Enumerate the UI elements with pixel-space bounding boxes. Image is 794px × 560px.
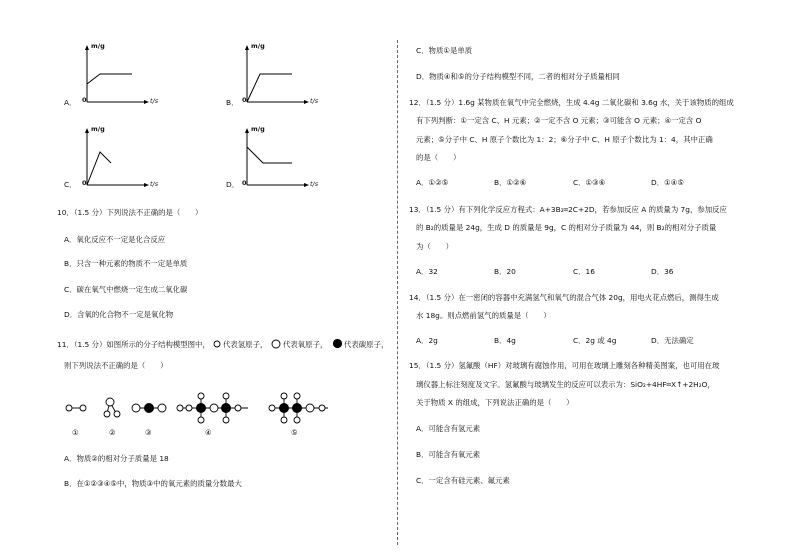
q11-model-label-5: ⑤ — [291, 428, 298, 437]
q9-d-ylabel: m/g — [251, 125, 265, 133]
q12-option-a: A．①②⑤ — [416, 178, 449, 187]
q9-d-origin: 0 — [242, 179, 247, 187]
q9-curve-a — [87, 74, 132, 102]
q11-stem-part3: 代表氧原子， — [283, 340, 328, 349]
hydrogen-atom-icon — [213, 340, 221, 348]
q12-line-1: 12．（1.5 分）1.6g 某物质在氧气中完全燃烧，生成 4.4g 二氧化碳和 3.6g 水，关于该物质的组成 — [409, 98, 734, 107]
molecule-1-model — [66, 405, 86, 411]
q11-stem-part4: 代表碳原子， — [344, 340, 389, 349]
q11-stem-part2: 代表氢原子， — [223, 340, 268, 349]
q12-line-2: 有下列判断：①一定含 C、H 元素；②一定不含 O 元素；③可能含 O 元素；④一定含 O — [416, 116, 702, 125]
q11-option-b: B．在①②③④⑤中，物质③中的氧元素的质量分数最大 — [64, 479, 242, 488]
q10-option-c: C．碳在氧气中燃烧一定生成二氧化碳 — [64, 285, 188, 294]
q9-c-ylabel: m/g — [91, 125, 105, 133]
q12-option-b: B．①②⑥ — [494, 178, 527, 187]
column-divider — [397, 40, 398, 545]
molecule-3-model — [132, 403, 166, 413]
q15-option-c: C．一定含有硅元素、氟元素 — [416, 476, 510, 485]
q13-line-1: 13．（1.5 分）有下列化学反应方程式：A+3B₂═2C+2D，若参加反应 A 的质量为 7g，参加反应 — [409, 205, 727, 214]
q11-molecule-models — [60, 388, 350, 428]
q14-line-2: 水 18g。则点燃前氢气的质量是（ ） — [416, 311, 551, 320]
q9-curve-d — [247, 147, 292, 163]
q10-option-a: A．氧化反应不一定是化合反应 — [64, 235, 166, 244]
q9-graph-c — [78, 127, 178, 195]
q9-c-origin: 0 — [82, 179, 87, 187]
q15-line-1: 15．（1.5 分）氢氟酸（HF）对玻璃有腐蚀作用，可用在玻璃上雕刻各种精美图案，也可用在玻 — [409, 361, 720, 370]
q11-option-d: D．物质④和⑤的分子结构模型不同，二者的相对分子质量相同 — [416, 72, 620, 81]
q9-graph-d — [238, 127, 338, 195]
q12-option-d: D．①④⑤ — [651, 178, 684, 187]
q11-model-label-3: ③ — [145, 428, 152, 437]
q13-line-2: 的 B₂的质量是 24g，生成 D 的质量是 9g，C 的相对分子质量为 44，则 B₂的相对分子质量 — [416, 223, 717, 232]
q9-curve-c — [87, 152, 111, 185]
q11-option-a: A．物质②的相对分子质量是 18 — [64, 454, 169, 463]
q9-a-xlabel: t/s — [150, 97, 159, 105]
q12-option-c: C．①③⑥ — [573, 178, 606, 187]
q11-option-c: C．物质①是单质 — [416, 46, 473, 55]
q11-model-label-1: ① — [72, 428, 79, 437]
q14-option-c: C．2g 或 4g — [573, 336, 617, 345]
q15-line-3: 关于物质 X 的组成，下列说法正确的是（ ） — [416, 398, 574, 407]
q13-option-b: B．20 — [494, 267, 516, 276]
q15-option-a: A．可能含有氢元素 — [416, 424, 481, 433]
q14-option-a: A．2g — [416, 336, 438, 345]
q9-option-b-letter: B． — [226, 98, 239, 107]
q10-option-b: B．只含一种元素的物质不一定是单质 — [64, 259, 188, 268]
carbon-atom-icon — [332, 338, 343, 349]
q10-option-d: D．含氧的化合物不一定是氧化物 — [64, 310, 174, 319]
q12-line-3: 元素；⑤分子中 C、H 原子个数比为 1：2；⑥分子中 C、H 原子个数比为 1：4，其中正确 — [416, 135, 713, 144]
q9-c-xlabel: t/s — [150, 180, 159, 188]
q11-stem-line2: 则下列说法不正确的是（ ） — [64, 361, 168, 370]
q9-option-d-letter: D． — [226, 180, 240, 189]
q15-line-2: 璃仪器上标注刻度及文字。氢氟酸与玻璃发生的反应可以表示为：SiO₂+4HF═X↑+2H₂O， — [416, 380, 715, 389]
q11-model-label-4: ④ — [205, 428, 212, 437]
q11-stem-part1: 11．（1.5 分）如图所示的分子结构模型图中， — [57, 340, 210, 349]
q13-option-a: A．32 — [416, 267, 438, 276]
molecule-4-model — [177, 393, 248, 423]
q13-line-3: 为（ ） — [416, 242, 453, 251]
q13-option-c: C．16 — [573, 267, 595, 276]
q14-line-1: 14．（1.5 分）在一密闭的容器中充满氢气和氧气的混合气体 20g，用电火花点燃后，测得生成 — [409, 293, 719, 302]
q9-graph-b — [238, 44, 338, 112]
q9-b-origin: 0 — [242, 96, 247, 104]
q14-option-b: B．4g — [494, 336, 516, 345]
q10-stem: 10．（1.5 分）下列说法不正确的是（ ） — [57, 208, 203, 217]
q9-d-xlabel: t/s — [310, 180, 319, 188]
q15-option-b: B．可能含有氧元素 — [416, 450, 481, 459]
oxygen-atom-icon — [271, 339, 281, 349]
q9-b-xlabel: t/s — [310, 97, 319, 105]
q9-option-c-letter: C． — [64, 180, 77, 189]
q14-option-d: D．无法确定 — [651, 336, 694, 345]
q13-option-d: D．36 — [651, 267, 674, 276]
q9-a-origin: 0 — [82, 96, 87, 104]
q11-model-label-2: ② — [109, 428, 116, 437]
q12-line-4: 的是（ ） — [416, 153, 461, 162]
molecule-2-model — [104, 398, 120, 417]
q9-option-a-letter: A． — [64, 98, 77, 107]
q9-curve-b — [247, 74, 292, 102]
molecule-5-model — [269, 393, 328, 423]
q9-a-ylabel: m/g — [91, 42, 105, 50]
q9-graph-a — [78, 44, 178, 112]
q9-b-ylabel: m/g — [251, 42, 265, 50]
